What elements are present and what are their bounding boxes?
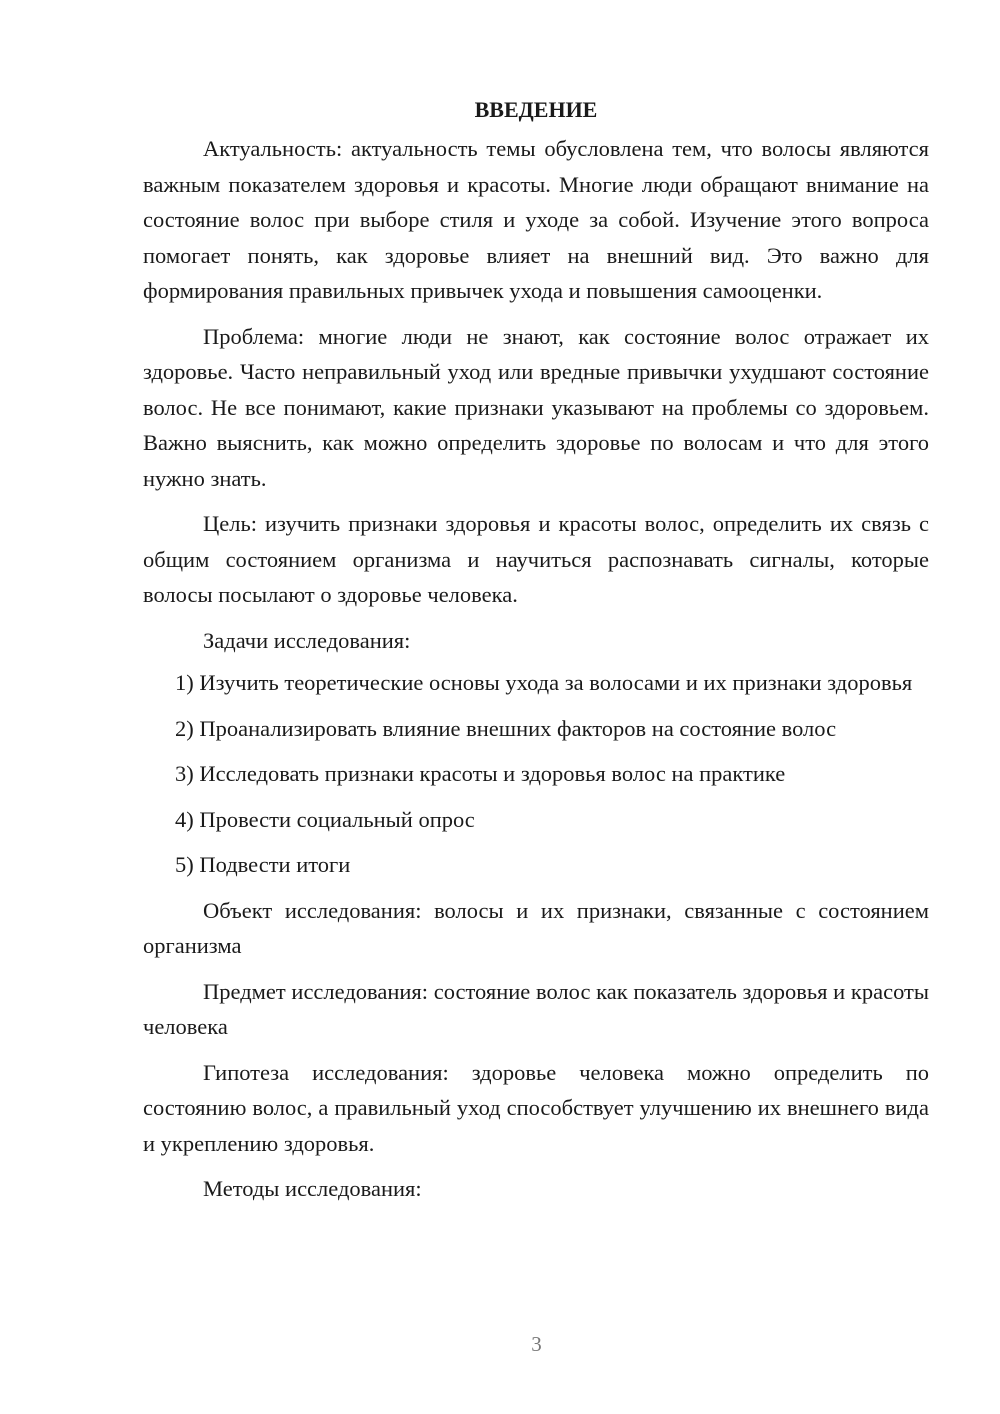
methods-heading: Методы исследования: (203, 1176, 422, 1201)
problem-paragraph: Проблема: многие люди не знают, как состояние волос отражает их здоровье. Часто неправильный уход или вредные привычки ухудшают состояние волос. Не все понимают, какие признаки указывают на проблемы со здоровьем. Важно выяснить, как можно определить здоровье по волосам и что для этого нужно знать. (143, 323, 929, 491)
task-item: 4) Провести социальный опрос (175, 806, 475, 832)
tasks-heading: Задачи исследования: (203, 627, 411, 653)
task-item: 2) Проанализировать влияние внешних факторов на состояние волос (175, 715, 837, 741)
hypothesis-paragraph: Гипотеза исследования: здоровье человека можно определить по состоянию волос, а правильный уход способствует улучшению их внешнего вида и укреплению здоровья. (143, 1059, 929, 1156)
page-number: 3 (531, 1332, 542, 1356)
object-paragraph: Объект исследования: волосы и их признаки, связанные с состоянием организма (143, 897, 929, 958)
subject-paragraph: Предмет исследования: состояние волос как показатель здоровья и красоты человека (143, 978, 929, 1039)
tasks-list (143, 665, 929, 883)
section-title: ВВЕДЕНИЕ (474, 97, 598, 122)
task-item: 1) Изучить теоретические основы ухода за волосами и их признаки здоровья (175, 670, 913, 695)
relevance-paragraph: Актуальность: актуальность темы обусловлена тем, что волосы являются важным показателем здоровья и красоты. Многие люди обращают внимание на состояние волос при выборе стиля и уходе за собой. Изучение этого вопроса помогает понять, как здоровье влияет на внешний вид. Это важно для формирования правильных привычек ухода и повышения самооценки. (143, 136, 929, 303)
document-page (143, 92, 929, 1217)
goal-paragraph: Цель: изучить признаки здоровья и красоты волос, определить их связь с общим состоянием организма и научиться распознавать сигналы, которые волосы посылают о здоровье человека. (143, 511, 929, 607)
task-item: 3) Исследовать признаки красоты и здоровья волос на практике (175, 761, 786, 786)
task-item: 5) Подвести итоги (175, 852, 351, 877)
